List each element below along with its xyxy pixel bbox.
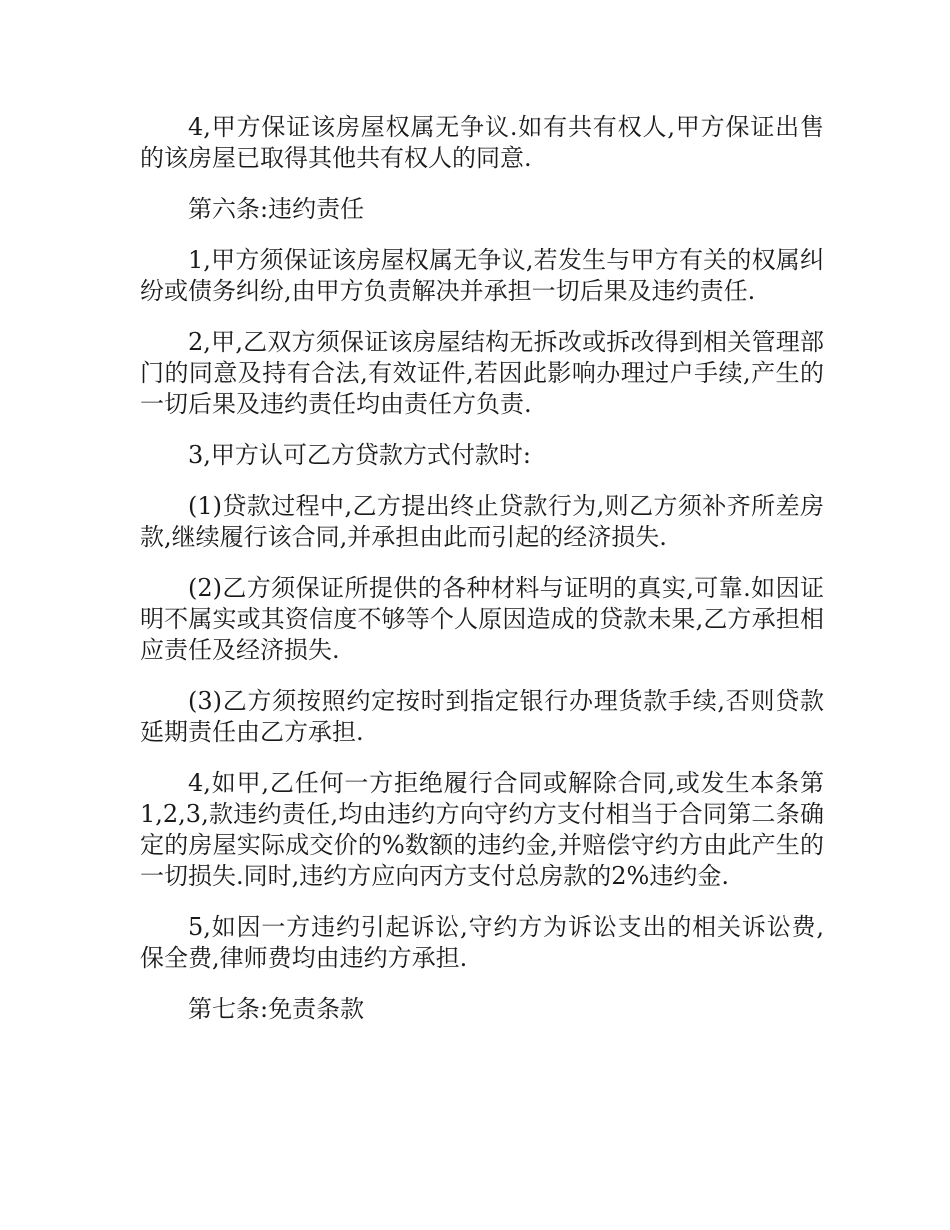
clause-5-4-paragraph: 4,甲方保证该房屋权属无争议.如有共有权人,甲方保证出售的该房屋已取得其他共有权人的同意.	[140, 113, 824, 172]
article-7-heading: 第七条:免责条款	[188, 995, 365, 1023]
clause-6-3-2-paragraph: (2)乙方须保证所提供的各种材料与证明的真实,可靠.如因证明不属实或其资信度不够等个人原因造成的贷款未果,乙方承担相应责任及经济损失.	[140, 574, 824, 664]
clause-6-2-paragraph: 2,甲,乙双方须保证该房屋结构无拆改或拆改得到相关管理部门的同意及持有合法,有效证件,若因此影响办理过户手续,产生的一切后果及违约责任均由责任方负责.	[140, 328, 824, 418]
clause-6-1-paragraph: 1,甲方须保证该房屋权属无争议,若发生与甲方有关的权属纠纷或债务纠纷,由甲方负责解决并承担一切后果及违约责任.	[140, 246, 824, 305]
clause-6-3-1-paragraph: (1)贷款过程中,乙方提出终止贷款行为,则乙方须补齐所差房款,继续履行该合同,并承担由此而引起的经济损失.	[140, 492, 824, 551]
document-page	[140, 112, 824, 1045]
clause-6-3-3-paragraph: (3)乙方须按照约定按时到指定银行办理货款手续,否则贷款延期责任由乙方承担.	[140, 687, 824, 746]
clause-6-3-paragraph: 3,甲方认可乙方贷款方式付款时:	[188, 441, 531, 469]
clause-6-5-paragraph: 5,如因一方违约引起诉讼,守约方为诉讼支出的相关诉讼费,保全费,律师费均由违约方承担.	[140, 913, 824, 972]
article-6-heading: 第六条:违约责任	[188, 195, 365, 223]
clause-6-4-paragraph: 4,如甲,乙任何一方拒绝履行合同或解除合同,或发生本条第1,2,3,款违约责任,均由违约方向守约方支付相当于合同第二条确定的房屋实际成交价的%数额的违约金,并赔偿守约方由此产生的一切损失.同时,违约方应向丙方支付总房款的2%违约金.	[140, 769, 824, 890]
